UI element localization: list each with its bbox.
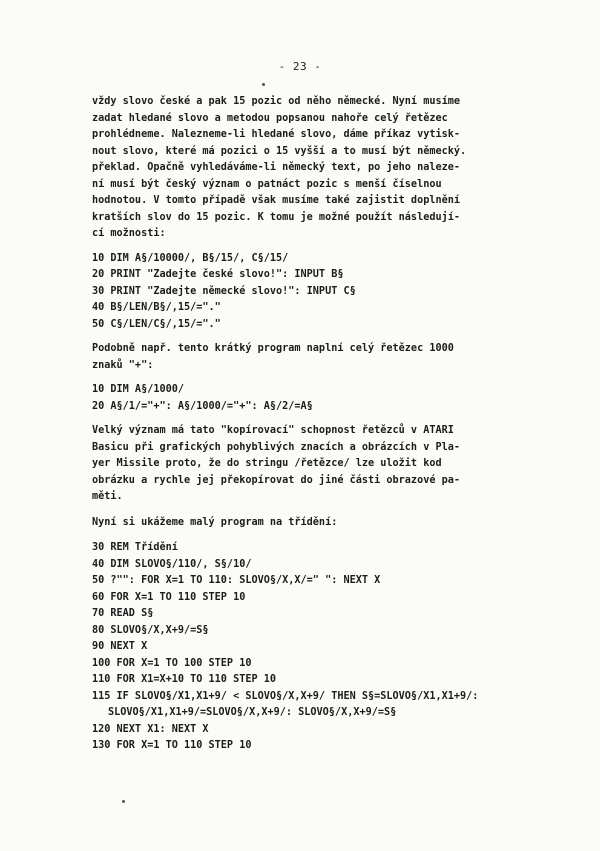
code-line: 30 REM Třídění [92, 542, 178, 553]
code-listing-fill [92, 382, 552, 415]
text-line: měti. [92, 491, 123, 502]
code-line: 100 FOR X=1 TO 100 STEP 10 [92, 657, 252, 669]
code-line-continuation: SLOVO§/X1,X1+9/=SLOVO§/X,X+9/: SLOVO§/X,X+9/=S§ [108, 707, 397, 718]
text-line: vždy slovo české a pak 15 pozic od něho německé. Nyní musíme [92, 96, 461, 107]
code-listing-sort [92, 540, 552, 755]
page-content [92, 94, 552, 755]
text-line: cí možnosti: [92, 228, 166, 239]
speck-mark [122, 800, 125, 803]
text-line: nout slovo, které má pozici o 15 vyšší a to musí být německý. [92, 145, 467, 157]
text-line: obrázku a rychle jej překopírovat do jiné části obrazové pa- [92, 474, 461, 486]
paragraph-copy [92, 423, 552, 506]
code-line: 30 PRINT "Zadejte německé slovo!": INPUT C§ [92, 285, 356, 297]
paragraph-fill-string [92, 341, 552, 374]
code-line: 40 B§/LEN/B§/,15/="." [92, 302, 221, 313]
page-number: - 23 - [278, 60, 322, 73]
code-line: 50 ?"": FOR X=1 TO 110: SLOVO§/X,X/=" ": NEXT X [92, 575, 381, 586]
code-line: 90 NEXT X [92, 641, 148, 652]
text-line: zadat hledané slovo a metodou popsanou nahoře celý řetězec [92, 112, 448, 124]
code-line: 60 FOR X=1 TO 110 STEP 10 [92, 591, 246, 603]
code-line: 40 DIM SLOVO§/110/, S§/10/ [92, 558, 252, 570]
paragraph-intro [92, 94, 552, 243]
code-line: 120 NEXT X1: NEXT X [92, 723, 209, 735]
text-line: prohlédneme. Nalezneme-li hledané slovo, dáme příkaz vytisk- [92, 129, 461, 140]
code-line: 80 SLOVO§/X,X+9/=S§ [92, 624, 209, 636]
code-line: 115 IF SLOVO§/X1,X1+9/ < SLOVO§/X,X+9/ THEN S§=SLOVO§/X1,X1+9/: [92, 690, 479, 702]
text-line: kratších slov do 15 pozic. K tomu je možné použít následují- [92, 211, 461, 223]
code-line: 110 FOR X1=X+10 TO 110 STEP 10 [92, 674, 277, 685]
text-line: Nyní si ukážeme malý program na třídění: [92, 516, 338, 528]
text-line: Podobně např. tento krátký program naplní celý řetězec 1000 [92, 343, 454, 354]
code-line: 10 DIM A§/10000/, B§/15/, C§/15/ [92, 252, 289, 264]
paragraph-sort-intro [92, 515, 552, 532]
code-listing-input [92, 251, 552, 334]
code-line: 70 READ S§ [92, 608, 154, 619]
code-line: 10 DIM A§/1000/ [92, 384, 185, 395]
code-line: 50 C§/LEN/C§/,15/="." [92, 318, 221, 330]
text-line: překlad. Opačně vyhledáváme-li německý text, po jeho naleze- [92, 162, 461, 173]
speck-mark [262, 83, 265, 86]
code-line: 130 FOR X=1 TO 110 STEP 10 [92, 740, 252, 751]
text-line: Basicu při grafických pohyblivých znacích a obrázcích v Pla- [92, 441, 461, 453]
text-line: Velký význam má tato "kopírovací" schopnost řetězců v ATARI [92, 425, 454, 436]
text-line: yer Missile proto, že do stringu /řetězce/ lze uložit kod [92, 458, 442, 469]
text-line: ní musí být český význam o patnáct pozic s menší číselnou [92, 178, 442, 190]
text-line: hodnotou. V tomto případě však musíme také zajistit doplnění [92, 195, 461, 206]
code-line: 20 PRINT "Zadejte české slovo!": INPUT B§ [92, 269, 344, 280]
text-line: znaků "+": [92, 359, 154, 371]
code-line: 20 A§/1/="+": A§/1000/="+": A§/2/=A§ [92, 400, 313, 412]
